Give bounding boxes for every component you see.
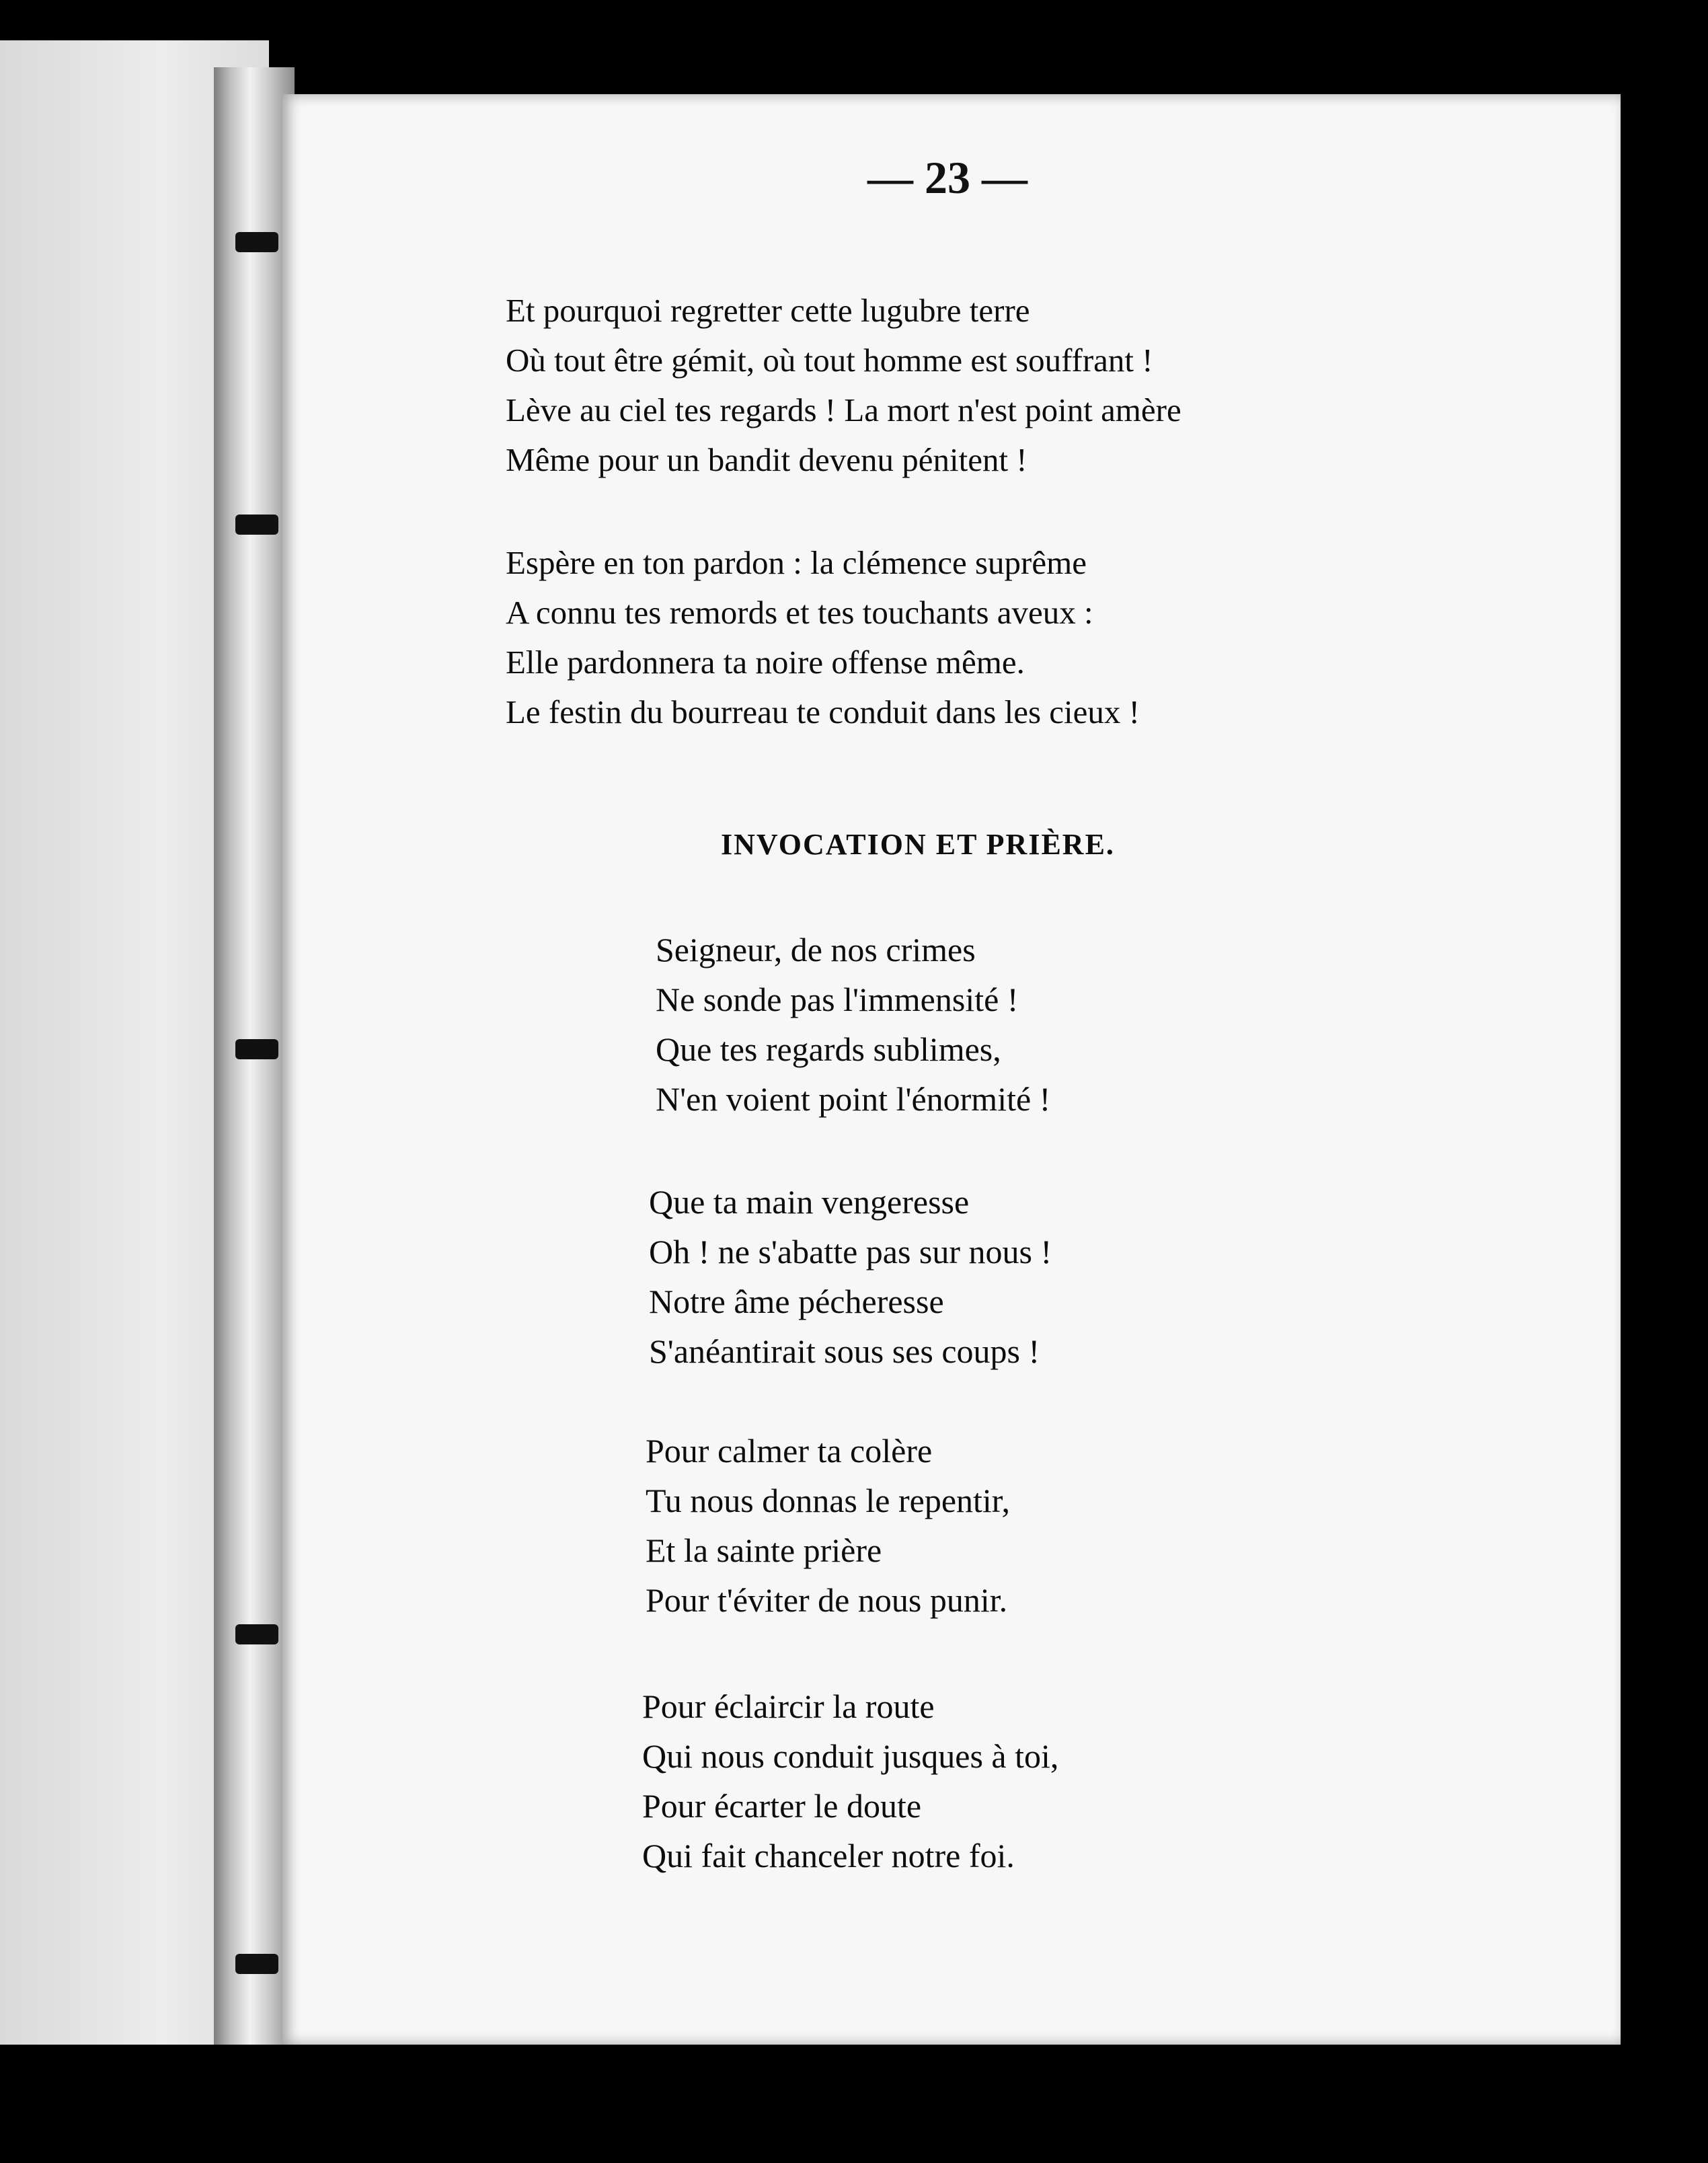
section-heading: INVOCATION ET PRIÈRE. (721, 828, 1115, 861)
verse-line: Que ta main vengeresse (649, 1183, 970, 1221)
verse-line: Qui fait chanceler notre foi. (642, 1837, 1015, 1874)
stanza-1 (506, 286, 1181, 485)
verse-line: Que tes regards sublimes, (656, 1030, 1001, 1068)
verse-line: Même pour un bandit devenu pénitent ! (506, 441, 1027, 478)
verse-line: Où tout être gémit, où tout homme est souffrant ! (506, 342, 1153, 379)
prayer-verse-3 (646, 1426, 1010, 1625)
verse-line: Notre âme pécheresse (649, 1283, 944, 1320)
verse-line: Lève au ciel tes regards ! La mort n'est point amère (506, 391, 1181, 428)
verse-line: Pour calmer ta colère (646, 1432, 933, 1470)
verse-line: A connu tes remords et tes touchants aveux : (506, 594, 1093, 631)
binding-stitch (235, 1624, 278, 1644)
binding-stitch (235, 1039, 278, 1059)
prayer-verse-4 (642, 1681, 1058, 1881)
binding-stitch (235, 1954, 278, 1974)
verse-line: Espère en ton pardon : la clémence suprême (506, 544, 1087, 581)
verse-line: Ne sonde pas l'immensité ! (656, 981, 1019, 1018)
verse-line: S'anéantirait sous ses coups ! (649, 1332, 1040, 1370)
verse-line: Tu nous donnas le repentir, (646, 1482, 1010, 1519)
stanza-2 (506, 538, 1140, 737)
prayer-verse-2 (649, 1177, 1052, 1376)
verse-line: Et pourquoi regretter cette lugubre terre (506, 292, 1030, 329)
verse-line: Seigneur, de nos crimes (656, 931, 976, 969)
prayer-verse-1 (656, 925, 1050, 1124)
verse-line: Le festin du bourreau te conduit dans les cieux ! (506, 693, 1140, 730)
verse-line: Pour écarter le doute (642, 1787, 922, 1825)
binding-stitch (235, 232, 278, 252)
verse-line: Pour t'éviter de nous punir. (646, 1581, 1008, 1619)
verse-line: Elle pardonnera ta noire offense même. (506, 644, 1025, 681)
verse-line: Et la sainte prière (646, 1531, 882, 1569)
verse-line: N'en voient point l'énormité ! (656, 1080, 1051, 1118)
page-number: — 23 — (867, 152, 1027, 203)
binding-stitch (235, 515, 278, 535)
verse-line: Qui nous conduit jusques à toi, (642, 1737, 1059, 1775)
verse-line: Pour éclaircir la route (642, 1687, 935, 1725)
verse-line: Oh ! ne s'abatte pas sur nous ! (649, 1233, 1052, 1270)
